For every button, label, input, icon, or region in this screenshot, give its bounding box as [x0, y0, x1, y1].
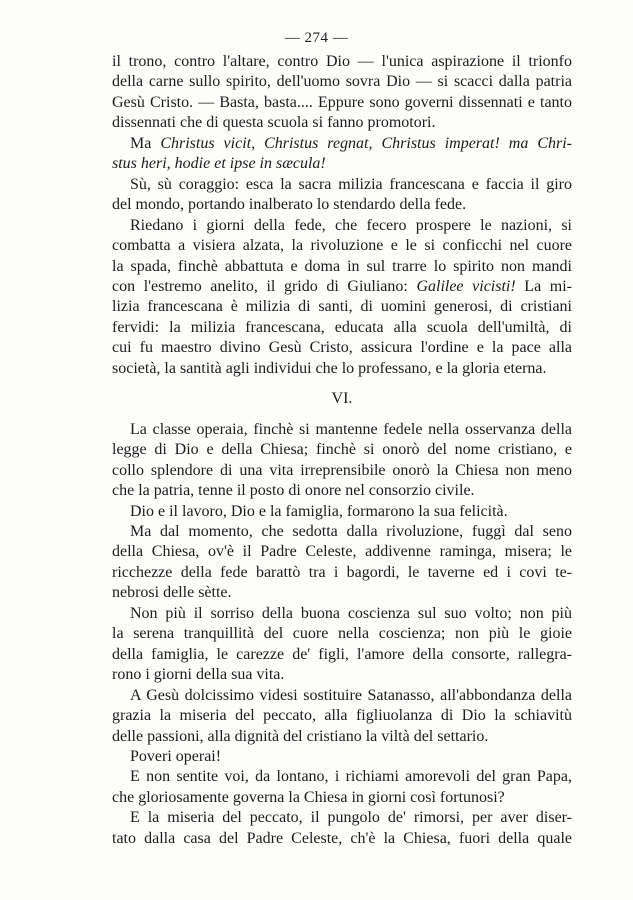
text-line: E non sentite voi, da lontano, i richiami amorevoli del gran Papa, [130, 768, 572, 786]
text-line: Non più il sorriso della buona coscienza sul suo volto; non più [130, 604, 572, 622]
section-heading: VI. [331, 390, 353, 408]
text-line: dissennati che di questa scuola si fanno promotori. [112, 114, 436, 132]
text-line: Poveri operai! [130, 747, 222, 765]
text-line: cui fu maestro divino Gesù Cristo, assicura l'ordine e la pace alla [112, 339, 572, 357]
text-line: rono i giorni della sua vita. [112, 666, 285, 684]
text-line: tato dalla casa del Padre Celeste, ch'è la Chiesa, fuori della quale [112, 829, 572, 847]
body-text [112, 52, 572, 849]
text-line: Ma Christus vicit, Christus regnat, Christus imperat! ma Chri- [130, 134, 573, 152]
text-line: della Chiesa, ov'è il Padre Celeste, addivenne raminga, misera; le [112, 543, 572, 561]
text-block-after-section [112, 420, 572, 850]
text-line: grazia la miseria del peccato, alla figliuolanza di Dio la schiavitù [112, 707, 572, 725]
text-line: Gesù Cristo. — Basta, basta.... Eppure sono governi dissennati e tanto [112, 93, 572, 111]
text-line: collo splendore di una vita irreprensibile onorò la Chiesa non meno [112, 461, 572, 479]
text-line: la serena tranquillità del cuore nella coscienza; non più le gioie [112, 625, 572, 643]
text-line: La classe operaia, finchè si mantenne fedele nella osservanza della [130, 420, 572, 438]
text-line: Dio e il lavoro, Dio e la famiglia, formarono la sua felicità. [130, 502, 508, 520]
text-line: delle passioni, alla dignità del cristiano la viltà del settario. [112, 727, 489, 745]
text-line: che la patria, tenne il posto di onore nel consorzio civile. [112, 482, 475, 500]
text-line: Ma dal momento, che sedotta dalla rivoluzione, fuggì dal seno [130, 522, 572, 540]
text-line: Sù, sù coraggio: esca la sacra milizia francescana e faccia il giro [130, 175, 572, 193]
text-line: con l'estremo anelito, il grido di Giuliano: Galilee vicisti! La mi- [112, 277, 572, 295]
text-line: lizia francescana è milizia di santi, di uomini generosi, di cristiani [112, 298, 572, 316]
text-line: il trono, contro l'altare, contro Dio — l'unica aspirazione il trionfo [112, 53, 572, 70]
text-line: che gloriosamente governa la Chiesa in giorni così fortunosi? [112, 788, 505, 806]
page-number: — 274 — [284, 30, 349, 46]
text-line: nebrosi delle sètte. [112, 584, 232, 602]
text-line: Riedano i giorni della fede, che fecero prospere le nazioni, si [130, 216, 572, 234]
text-line: ricchezze della fede barattò tra i bagordi, le taverne ed i covi te- [112, 563, 572, 581]
text-line: combatta a visiera alzata, la rivoluzione e le si conficchi nel cuore [112, 237, 572, 255]
text-line: stus heri, hodie et ipse in sæcula! [112, 155, 326, 173]
text-line: A Gesù dolcissimo videsi sostituire Satanasso, all'abbondanza della [130, 686, 572, 704]
text-line: società, la santità agli individui che lo professano, e la gloria eterna. [112, 359, 547, 377]
text-line: della carne sullo spirito, dell'uomo sovra Dio — si scacci dalla patria [112, 73, 572, 91]
text-line: della famiglia, le carezze de' figli, l'amore della consorte, rallegra- [112, 645, 572, 663]
text-block-before-section [112, 52, 572, 379]
text-line: del mondo, portando inalberato lo stendardo della fede. [112, 196, 467, 214]
text-line: E la miseria del peccato, il pungolo de' rimorsi, per aver diser- [130, 809, 572, 827]
text-line: legge di Dio e della Chiesa; finchè si onorò del nome cristiano, e [112, 441, 572, 459]
text-line: fervidi: la milizia francescana, educata alla scuola dell'umiltà, di [112, 318, 572, 336]
text-line: la spada, finchè abbattuta e doma in sul trarre lo spirito non mandi [112, 257, 572, 275]
